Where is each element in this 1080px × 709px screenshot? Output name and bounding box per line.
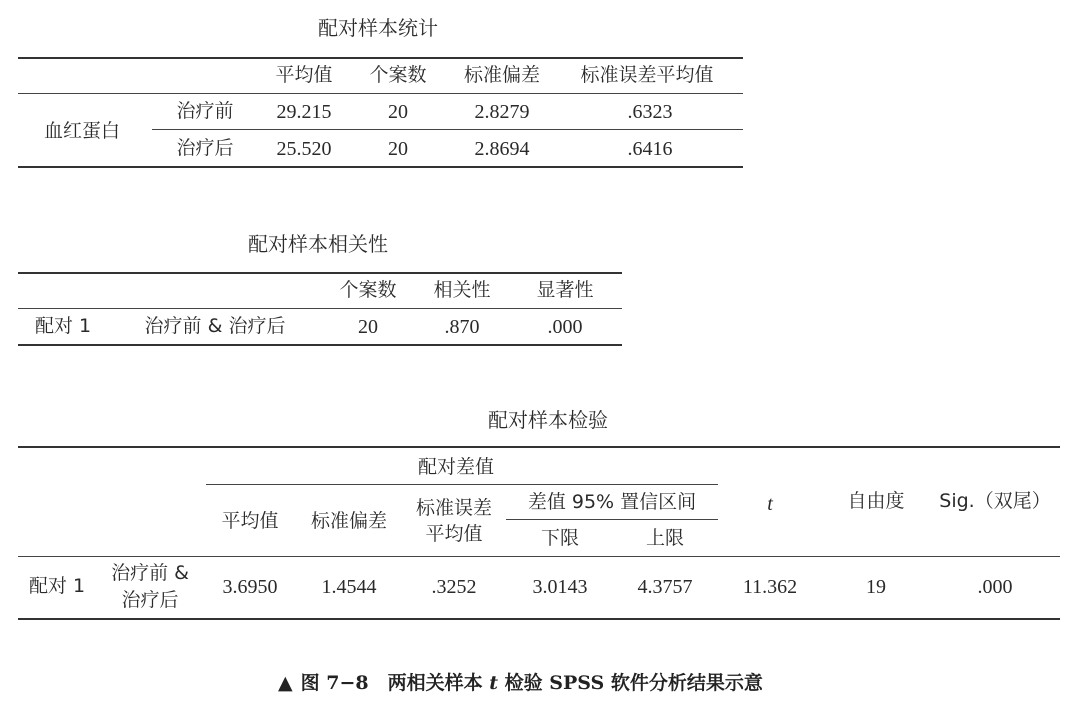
cell-lower: 3.0143 bbox=[532, 576, 588, 598]
table-bottom-rule bbox=[18, 166, 743, 168]
cell-se: .3252 bbox=[431, 576, 477, 598]
col-header-corr: 相关性 bbox=[433, 279, 491, 301]
table-title: 配对样本相关性 bbox=[248, 232, 388, 256]
table-top-rule bbox=[18, 57, 743, 59]
col-header-lower: 下限 bbox=[540, 527, 580, 549]
pair-label: 配对 1 bbox=[35, 315, 92, 337]
col-header-df: 自由度 bbox=[847, 490, 905, 512]
table-top-rule bbox=[18, 446, 1060, 448]
col-header-sd: 标准偏差 bbox=[310, 510, 388, 532]
cell-sd: 1.4544 bbox=[321, 576, 377, 598]
cell-mean: 3.6950 bbox=[222, 576, 278, 598]
ci-rule bbox=[506, 519, 718, 520]
col-header-mean: 平均值 bbox=[275, 64, 333, 86]
row-label-line1: 治疗前 & bbox=[111, 562, 189, 584]
col-header-sig: Sig.（双尾） bbox=[939, 490, 1051, 512]
group-header-diff: 配对差值 bbox=[417, 456, 495, 478]
cell-mean: 29.215 bbox=[276, 101, 332, 123]
group-header-rule bbox=[206, 484, 718, 485]
cell-sd: 2.8694 bbox=[474, 138, 530, 160]
col-header-se-line2: 平均值 bbox=[425, 523, 483, 545]
col-header-n: 个案数 bbox=[369, 64, 427, 86]
table-title: 配对样本统计 bbox=[318, 16, 438, 40]
cell-n: 20 bbox=[388, 101, 408, 123]
header-rule bbox=[18, 556, 1060, 557]
caption-t-symbol: t bbox=[489, 672, 498, 694]
col-header-se: 标准误差平均值 bbox=[580, 64, 714, 86]
cell-n: 20 bbox=[358, 316, 378, 338]
pair-label: 配对 1 bbox=[29, 575, 86, 597]
row-label: 治疗前 & 治疗后 bbox=[144, 315, 286, 337]
figure-caption bbox=[278, 668, 763, 695]
cell-se: .6416 bbox=[627, 138, 673, 160]
col-header-upper: 上限 bbox=[645, 527, 685, 549]
cell-n: 20 bbox=[388, 138, 408, 160]
cell-se: .6323 bbox=[627, 101, 673, 123]
table-title: 配对样本检验 bbox=[488, 408, 608, 432]
header-rule bbox=[18, 308, 622, 309]
cell-upper: 4.3757 bbox=[637, 576, 693, 598]
col-header-n: 个案数 bbox=[339, 279, 397, 301]
col-header-sig: 显著性 bbox=[536, 279, 594, 301]
table-top-rule bbox=[18, 272, 622, 274]
cell-t: 11.362 bbox=[742, 576, 798, 598]
cell-sd: 2.8279 bbox=[474, 101, 530, 123]
caption-text-after: 检验 SPSS 软件分析结果示意 bbox=[498, 672, 763, 694]
row-group-label: 血红蛋白 bbox=[44, 120, 121, 142]
col-header-ci: 差值 95% 置信区间 bbox=[527, 491, 697, 513]
col-header-se-line1: 标准误差 bbox=[415, 497, 493, 519]
cell-sig: .000 bbox=[547, 316, 583, 338]
header-rule bbox=[18, 93, 743, 94]
col-header-sd: 标准偏差 bbox=[463, 64, 541, 86]
cell-mean: 25.520 bbox=[276, 138, 332, 160]
table-bottom-rule bbox=[18, 344, 622, 346]
cell-corr: .870 bbox=[444, 316, 480, 338]
col-header-t: t bbox=[767, 493, 773, 515]
caption-text-before: 图 7−8 两相关样本 bbox=[300, 672, 490, 694]
row-label: 治疗后 bbox=[176, 137, 234, 159]
row-label-line2: 治疗后 bbox=[121, 589, 179, 611]
cell-df: 19 bbox=[866, 576, 886, 598]
table-bottom-rule bbox=[18, 618, 1060, 620]
triangle-marker-icon: ▲ bbox=[278, 672, 293, 694]
cell-sig: .000 bbox=[977, 576, 1013, 598]
col-header-mean: 平均值 bbox=[221, 510, 279, 532]
row-label: 治疗前 bbox=[176, 100, 234, 122]
row-divider bbox=[152, 129, 743, 130]
